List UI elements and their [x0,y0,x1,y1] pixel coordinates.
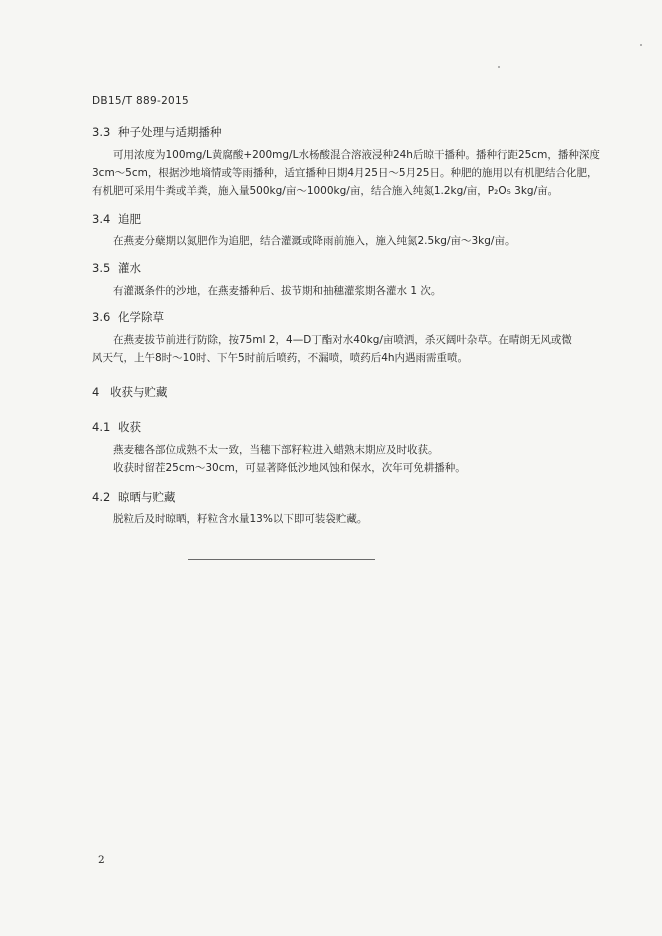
paragraph-line: 收获时留茬25cm～30cm，可显著降低沙地风蚀和保水，次年可免耕播种。 [113,462,466,474]
section-body-4-2 [92,510,612,528]
section-heading-4-2 [92,489,176,505]
paragraph-line: 燕麦穗各部位成熟不太一致，当穗下部籽粒进入蜡熟末期应及时收获。 [113,444,439,456]
paragraph-line: 风天气，上午8时～10时、下午5时前后喷药，不漏喷，喷药后4h内遇雨需重喷。 [92,352,469,364]
section-title: 收获 [118,420,141,434]
section-heading-4 [92,384,168,400]
section-number: 3.5 [92,261,111,275]
section-body-3-5 [92,282,612,300]
paragraph-line: 3cm～5cm，根据沙地墒情或等雨播种，适宜播种日期4月25日～5月25日。种肥的施用以有机肥结合化肥， [92,167,598,179]
section-heading-3-4 [92,211,141,227]
end-of-document-rule [188,559,375,560]
section-body-3-6 [92,331,612,367]
paragraph-line: 脱粒后及时晾晒，籽粒含水量13%以下即可装袋贮藏。 [113,513,368,525]
section-title: 追肥 [118,212,141,226]
section-title: 化学除草 [118,310,164,324]
scan-speck [640,44,642,46]
section-title: 灌水 [118,261,141,275]
section-number: 4.1 [92,420,111,434]
paragraph-line: 在燕麦分蘖期以氮肥作为追肥，结合灌溉或降雨前施入，施入纯氮2.5kg/亩～3kg/亩。 [113,235,516,247]
section-body-3-3 [92,146,612,200]
section-title: 种子处理与适期播种 [118,125,222,139]
section-heading-3-5 [92,260,141,276]
section-title: 晾晒与贮藏 [118,490,176,504]
paragraph-line: 有灌溉条件的沙地，在燕麦播种后、拔节期和抽穗灌浆期各灌水 1 次。 [113,285,442,297]
scan-speck [498,66,500,68]
section-heading-3-6 [92,309,164,325]
section-number: 4.2 [92,490,111,504]
standard-code: DB15/T 889-2015 [92,95,189,107]
section-body-3-4 [92,232,612,250]
section-heading-3-3 [92,124,222,140]
section-number: 4 [92,385,100,399]
paragraph-line: 可用浓度为100mg/L黄腐酸+200mg/L水杨酸混合溶液浸种24h后晾干播种。播种行距25cm，播种深度 [113,149,600,161]
section-title: 收获与贮藏 [110,385,168,399]
section-heading-4-1 [92,419,141,435]
paragraph-line: 有机肥可采用牛粪或羊粪，施入量500kg/亩～1000kg/亩，结合施入纯氮1.2kg/亩，P₂O₅ 3kg/亩。 [92,185,559,197]
paragraph-line: 在燕麦拔节前进行防除，按75ml 2，4—D丁酯对水40kg/亩喷洒，杀灭阔叶杂草。在晴朗无风或微 [113,334,572,346]
section-body-4-1 [92,441,612,477]
section-number: 3.6 [92,310,111,324]
section-number: 3.3 [92,125,111,139]
section-number: 3.4 [92,212,111,226]
page-number: 2 [98,854,105,866]
